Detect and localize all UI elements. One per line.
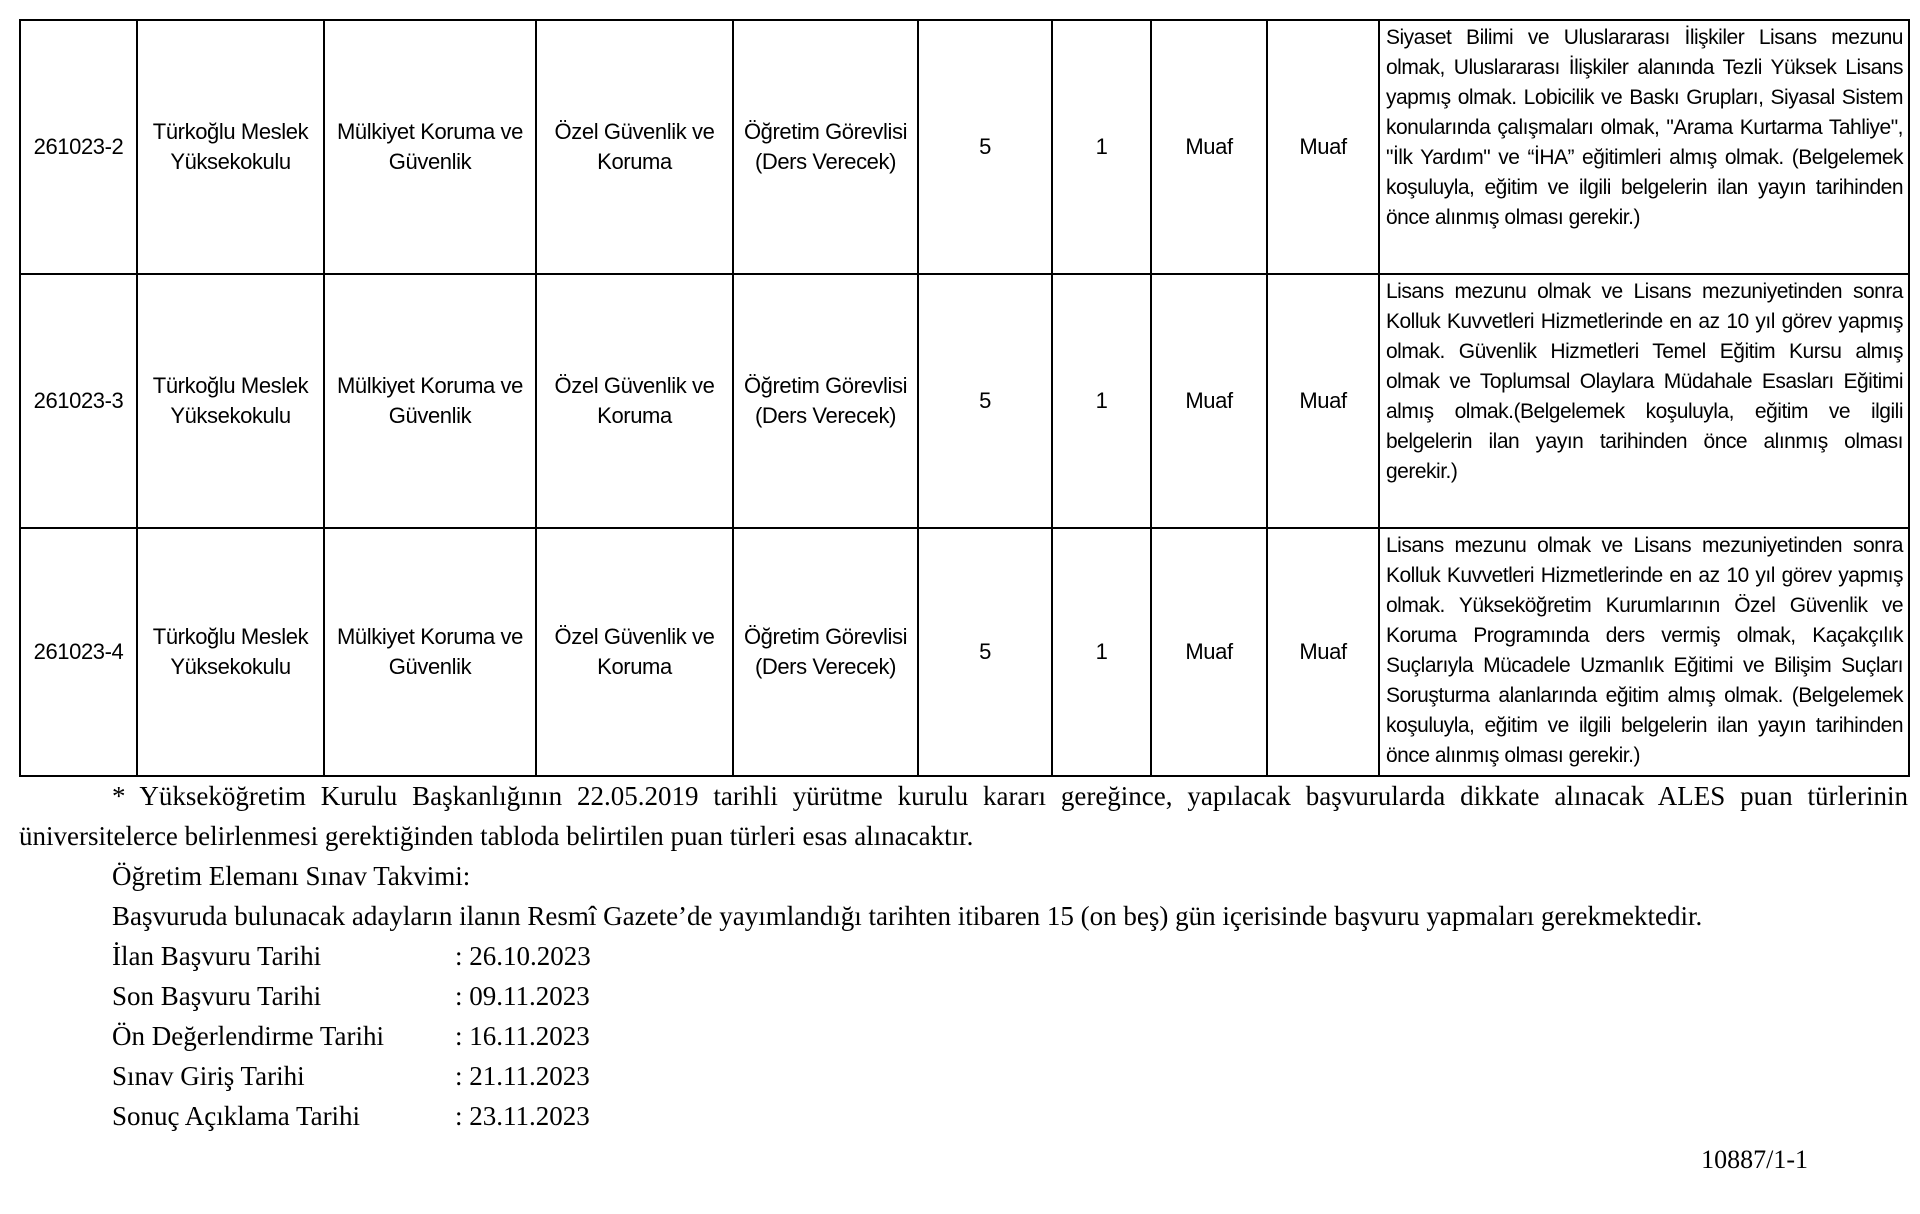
- ales-note: * Yükseköğretim Kurulu Başkanlığının 22.05.2019 tarihli yürütme kurulu kararı gereğince, yapılacak başvurularda dikkate alınacak ALES puan türlerinin üniversitelerce belirlenmesi gerektiğinden tabloda belirtilen puan türleri esas alınacaktır.: [19, 781, 1908, 851]
- positions-table: [19, 19, 1910, 777]
- notes-section: [19, 776, 1908, 1136]
- cell-degree: 5: [918, 20, 1052, 274]
- cell-department: Mülkiyet Koruma ve Güvenlik: [324, 528, 536, 776]
- schedule-value: : 09.11.2023: [455, 981, 590, 1011]
- calendar-title: Öğretim Elemanı Sınav Takvimi:: [112, 861, 471, 891]
- cell-ales: Muaf: [1151, 528, 1267, 776]
- schedule-label: Son Başvuru Tarihi: [112, 981, 322, 1011]
- page-number: 10887/1-1: [1701, 1145, 1808, 1174]
- schedule-row: [19, 1096, 1908, 1136]
- cell-code: 261023-2: [20, 20, 137, 274]
- cell-code: 261023-3: [20, 274, 137, 528]
- schedule-row: [19, 976, 1908, 1016]
- cell-ales: Muaf: [1151, 274, 1267, 528]
- cell-count: 1: [1052, 528, 1151, 776]
- cell-foreign-language: Muaf: [1267, 274, 1379, 528]
- cell-title: Öğretim Görevlisi (Ders Verecek): [733, 20, 918, 274]
- schedule-value: : 16.11.2023: [455, 1021, 590, 1051]
- cell-requirements: Lisans mezunu olmak ve Lisans mezuniyetinden sonra Kolluk Kuvvetleri Hizmetlerinde en az 10 yıl görev yapmış olmak. Yükseköğretim Kurumlarının Özel Güvenlik ve Koruma Programında ders vermiş olmak, Kaçakçılık Suçlarıyla Mücadele Uzmanlık Eğitimi ve Bilişim Suçları Soruşturma alanlarında eğitim almış olmak. (Belgelemek koşuluyla, eğitim ve ilgili belgelerin ilan yayın tarihinden önce alınmış olması gerekir.): [1379, 528, 1909, 776]
- cell-program: Özel Güvenlik ve Koruma: [536, 528, 733, 776]
- schedule-label: İlan Başvuru Tarihi: [112, 941, 322, 971]
- application-info: Başvuruda bulunacak adayların ilanın Resmî Gazete’de yayımlandığı tarihten itibaren 15 (on beş) gün içerisinde başvuru yapmaları gerekmektedir.: [112, 901, 1703, 931]
- schedule-label: Ön Değerlendirme Tarihi: [112, 1021, 385, 1051]
- cell-degree: 5: [918, 274, 1052, 528]
- table-row: [20, 528, 1909, 776]
- cell-title: Öğretim Görevlisi (Ders Verecek): [733, 274, 918, 528]
- cell-degree: 5: [918, 528, 1052, 776]
- cell-unit: Türkoğlu Meslek Yüksekokulu: [137, 528, 324, 776]
- cell-unit: Türkoğlu Meslek Yüksekokulu: [137, 20, 324, 274]
- cell-title: Öğretim Görevlisi (Ders Verecek): [733, 528, 918, 776]
- schedule-row: [19, 1056, 1908, 1096]
- schedule-value: : 26.10.2023: [455, 941, 591, 971]
- cell-code: 261023-4: [20, 528, 137, 776]
- table-row: [20, 20, 1909, 274]
- schedule-value: : 21.11.2023: [455, 1061, 590, 1091]
- cell-program: Özel Güvenlik ve Koruma: [536, 20, 733, 274]
- cell-foreign-language: Muaf: [1267, 528, 1379, 776]
- schedule-label: Sınav Giriş Tarihi: [112, 1061, 305, 1091]
- cell-requirements: Lisans mezunu olmak ve Lisans mezuniyetinden sonra Kolluk Kuvvetleri Hizmetlerinde en az 10 yıl görev yapmış olmak. Güvenlik Hizmetleri Temel Eğitim Kursu almış olmak ve Toplumsal Olaylara Müdahale Esasları Eğitimi almış olmak.(Belgelemek koşuluyla, eğitim ve ilgili belgelerin ilan yayın tarihinden önce alınmış olması gerekir.): [1379, 274, 1909, 528]
- cell-department: Mülkiyet Koruma ve Güvenlik: [324, 274, 536, 528]
- schedule-row: [19, 936, 1908, 976]
- schedule-row: [19, 1016, 1908, 1056]
- schedule-label: Sonuç Açıklama Tarihi: [112, 1101, 361, 1131]
- cell-foreign-language: Muaf: [1267, 20, 1379, 274]
- cell-program: Özel Güvenlik ve Koruma: [536, 274, 733, 528]
- cell-requirements: Siyaset Bilimi ve Uluslararası İlişkiler Lisans mezunu olmak, Uluslararası İlişkiler alanında Tezli Yüksek Lisans yapmış olmak. Lobicilik ve Baskı Grupları, Siyasal Sistem konularında çalışmaları olmak, "Arama Kurtarma Tahliye", "İlk Yardım" ve “İHA” eğitimleri almış olmak. (Belgelemek koşuluyla, eğitim ve ilgili belgelerin ilan yayın tarihinden önce alınmış olması gerekir.): [1379, 20, 1909, 274]
- table-row: [20, 274, 1909, 528]
- cell-count: 1: [1052, 274, 1151, 528]
- cell-count: 1: [1052, 20, 1151, 274]
- cell-unit: Türkoğlu Meslek Yüksekokulu: [137, 274, 324, 528]
- cell-ales: Muaf: [1151, 20, 1267, 274]
- cell-department: Mülkiyet Koruma ve Güvenlik: [324, 20, 536, 274]
- schedule-value: : 23.11.2023: [455, 1101, 590, 1131]
